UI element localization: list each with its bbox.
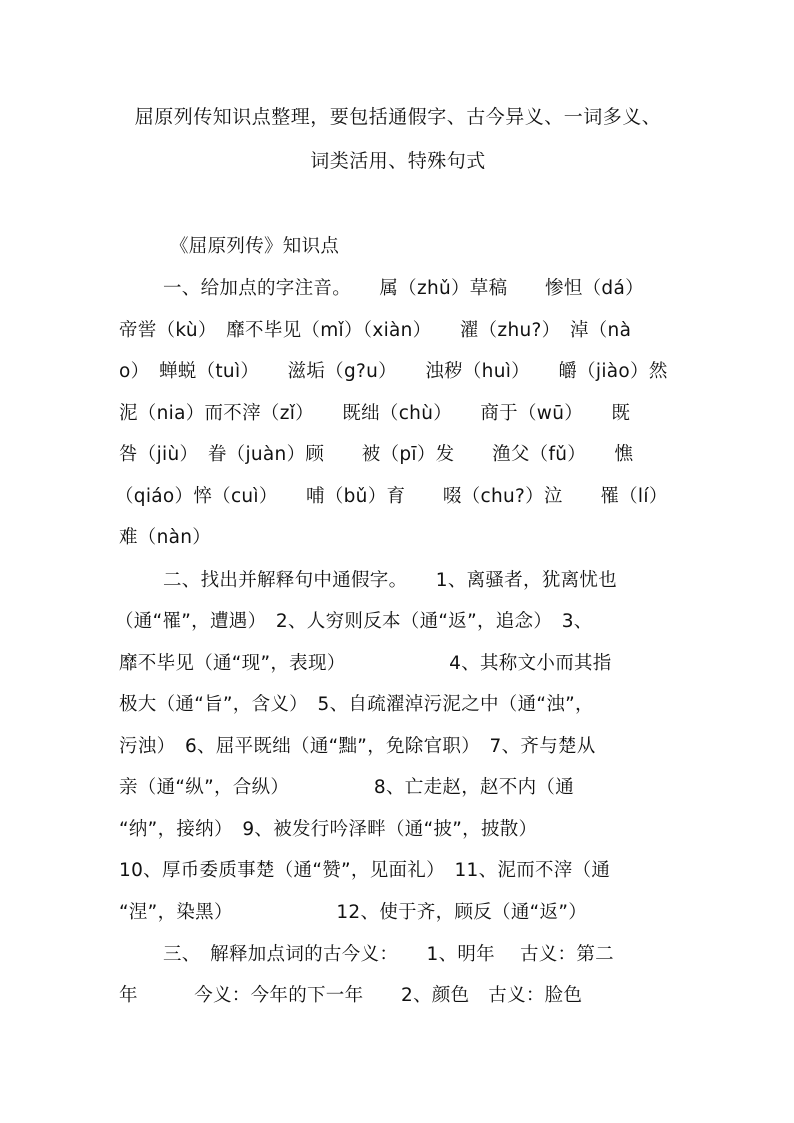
paragraph-line: （通“罹”，遭遇） 2、人穷则反本（通“返”，追念） 3、 <box>115 611 593 632</box>
paragraph-line: 三、 解释加点词的古今义： 1、明年 古义：第二 <box>163 944 614 965</box>
paragraph-line: 污浊） 6、屈平既绌（通“黜”，免除官职） 7、齐与楚从 <box>119 736 596 757</box>
paragraph-line: 10、厚币委质事楚（通“赞”，见面礼） 11、泥而不滓（通 <box>119 860 611 881</box>
title-line-2: 词类活用、特殊句式 <box>310 150 486 172</box>
paragraph-line: 二、找出并解释句中通假字。 1、离骚者，犹离忧也 <box>163 570 618 591</box>
paragraph-line: 咎（jiù） 眷（juàn）顾 被（pī）发 渔父（fǔ） 憔 <box>119 444 634 465</box>
paragraph-line: 年 今义：今年的下一年 2、颜色 古义：脸色 <box>119 985 583 1006</box>
paragraph-line: 极大（通“旨”，含义） 5、自疏濯淖污泥之中（通“浊”， <box>119 694 594 715</box>
paragraph-line: “涅”，染黑） 12、使于齐，顾反（通“返”） <box>119 902 588 923</box>
paragraph-line: 难（nàn） <box>119 527 212 548</box>
paragraph-line: （qiáo）悴（cuì） 哺（bǔ）育 啜（chu?）泣 罹（lí） <box>115 486 668 507</box>
paragraph-line: 泥（nia）而不滓（zǐ） 既绌（chù） 商于（wū） 既 <box>119 403 631 424</box>
paragraph-line: 靡不毕见（通“现”，表现） 4、其称文小而其指 <box>119 653 612 674</box>
paragraph-line: o） 蝉蜕（tuì） 滋垢（g?u） 浊秽（huì） 皭（jiào）然 <box>119 361 668 382</box>
paragraph-line: “纳”，接纳） 9、被发行吟泽畔（通“披”，披散） <box>119 819 538 840</box>
paragraph-line: 帝喾（kù） 靡不毕见（mǐ）（xiàn） 濯（zhu?） 淖（nà <box>119 320 632 341</box>
paragraph-line: 一、给加点的字注音。 属（zhǔ）草稿 惨怛（dá） <box>163 278 644 299</box>
title-line-1: 屈原列传知识点整理，要包括通假字、古今异义、一词多义、 <box>134 106 662 128</box>
paragraph-line: 亲（通“纵”，合纵） 8、亡走赵，赵不内（通 <box>119 777 574 798</box>
section-heading: 《屈原列传》知识点 <box>170 236 340 257</box>
